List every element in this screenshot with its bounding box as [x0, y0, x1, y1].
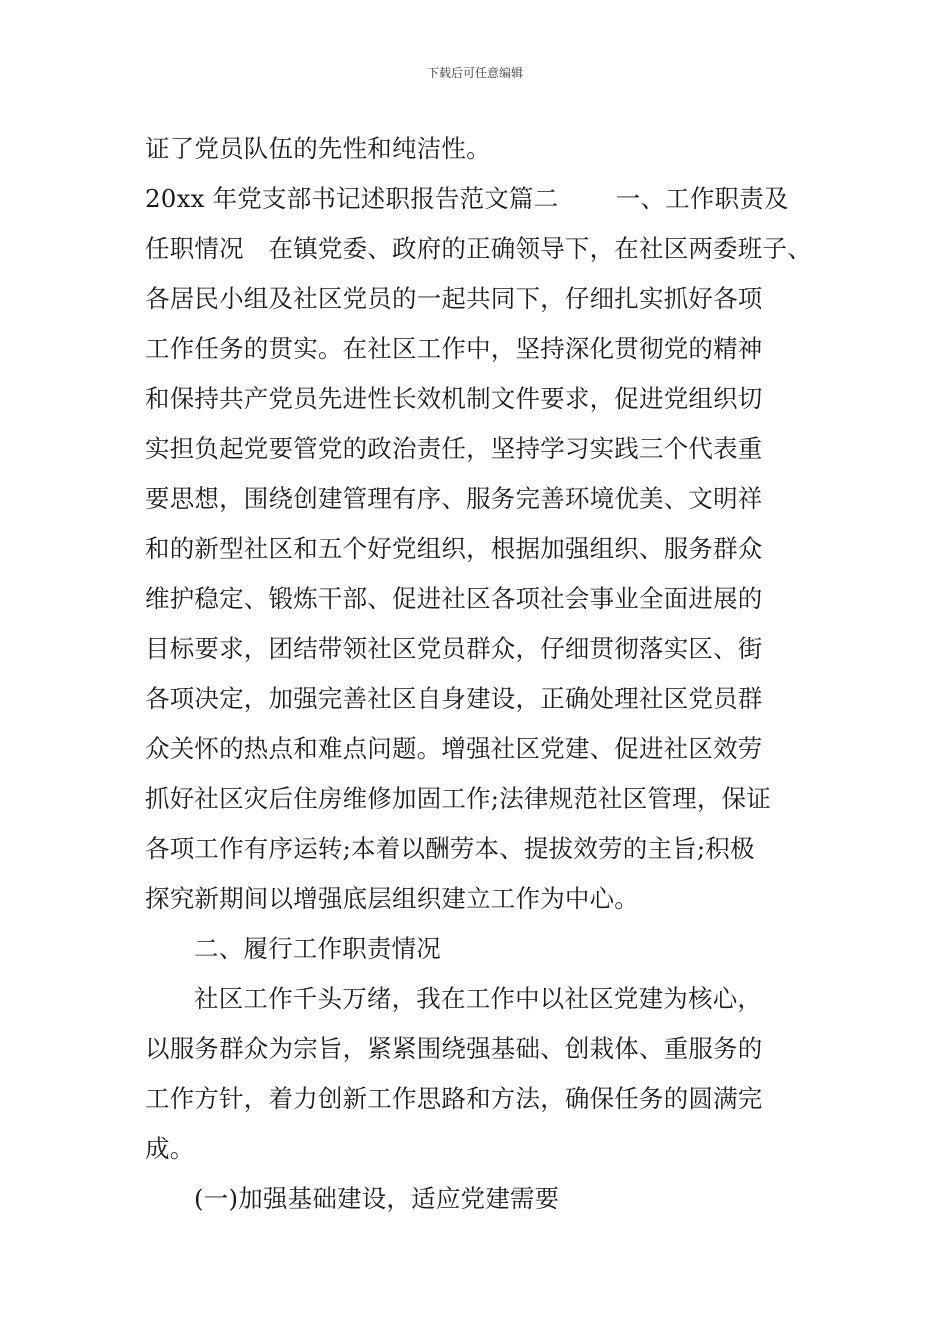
- text-line: 探究新期间以增强底层组织建立工作为中心。: [145, 884, 639, 913]
- document-body: [145, 124, 835, 1224]
- text-line: 和的新型社区和五个好党组织，根据加强组织、服务群众: [145, 534, 763, 563]
- section-heading: 二、履行工作职责情况: [194, 934, 441, 963]
- text-line: 实担负起党要管党的政治责任，坚持学习实践三个代表重: [145, 434, 763, 463]
- text-line: 成。: [145, 1134, 195, 1163]
- text-line: 工作方针，着力创新工作思路和方法，确保任务的圆满完: [145, 1084, 763, 1113]
- text-line: 和保持共产党员先进性长效机制文件要求，促进党组织切: [145, 384, 763, 413]
- text-line: 20xx 年党支部书记述职报告范文篇二 一、工作职责及: [145, 184, 789, 213]
- text-line: 要思想，围绕创建管理有序、服务完善环境优美、文明祥: [145, 484, 763, 513]
- text-line: 证了党员队伍的先性和纯洁性。: [145, 134, 491, 163]
- text-line: 各居民小组及社区党员的一起共同下，仔细扎实抓好各项: [145, 284, 763, 313]
- text-line: 各项工作有序运转;本着以酬劳本、提拔效劳的主旨;积极: [145, 834, 755, 863]
- text-line: 众关怀的热点和难点问题。增强社区党建、促进社区效劳: [145, 734, 763, 763]
- subsection-heading: (一)加强基础建设，适应党建需要: [194, 1184, 560, 1213]
- text-line: 维护稳定、锻炼干部、促进社区各项社会事业全面进展的: [145, 584, 763, 613]
- text-line: 工作任务的贯实。在社区工作中，坚持深化贯彻党的精神: [145, 334, 763, 363]
- text-line: 抓好社区灾后住房维修加固工作;法律规范社区管理，保证: [145, 784, 771, 813]
- text-line: 目标要求，团结带领社区党员群众，仔细贯彻落实区、街: [145, 634, 763, 663]
- page-header-note: 下载后可任意编辑: [426, 66, 523, 80]
- text-line: 以服务群众为宗旨，紧紧围绕强基础、创栽体、重服务的: [145, 1034, 763, 1063]
- text-line: 各项决定，加强完善社区自身建设，正确处理社区党员群: [145, 684, 763, 713]
- text-line: 社区工作千头万绪，我在工作中以社区党建为核心，: [194, 984, 763, 1013]
- text-line: 任职情况 在镇党委、政府的正确领导下，在社区两委班子、: [145, 234, 812, 263]
